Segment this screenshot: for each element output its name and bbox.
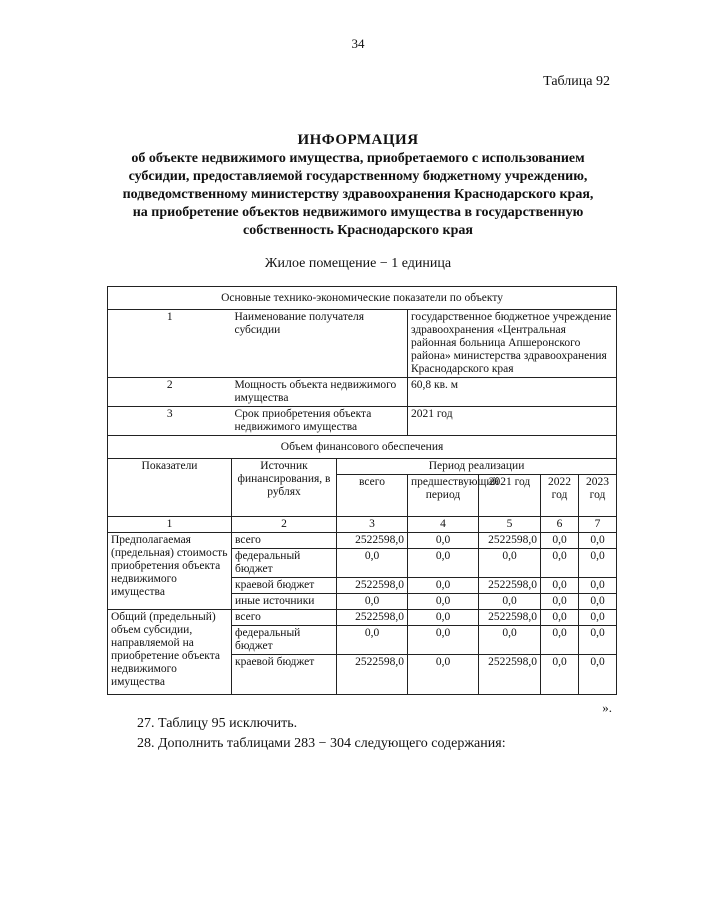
value-cell: 2522598,0 [479, 578, 541, 594]
section-header-row [108, 287, 617, 310]
col-number: 5 [479, 517, 541, 533]
col-header-total: всего [337, 475, 408, 517]
row-number: 3 [108, 407, 232, 436]
value-cell: 0,0 [479, 594, 541, 610]
value-cell: 0,0 [541, 655, 579, 695]
col-header-indicators: Показатели [108, 459, 232, 517]
table-row [108, 533, 617, 549]
value-cell: 0,0 [579, 610, 617, 626]
value-cell: 2522598,0 [337, 610, 408, 626]
col-header-2021: 2021 год [479, 475, 541, 517]
col-number: 6 [541, 517, 579, 533]
value-cell: 0,0 [408, 626, 479, 655]
value-cell: 0,0 [337, 594, 408, 610]
page-number: 34 [351, 36, 365, 51]
col-number: 4 [408, 517, 479, 533]
object-unit-line: Жилое помещение − 1 единица [264, 256, 452, 271]
source-cell: иные источники [232, 594, 337, 610]
info-table [107, 286, 617, 695]
value-cell: 0,0 [408, 578, 479, 594]
group-label: Предполагаемая (предельная) стоимость приобретения объекта недвижимого имущества [108, 533, 232, 610]
column-number-row [108, 517, 617, 533]
section-header: Основные технико-экономические показатели по объекту [108, 287, 617, 310]
row-number: 1 [108, 310, 232, 378]
source-cell: федеральный бюджет [232, 549, 337, 578]
value-cell: 0,0 [408, 533, 479, 549]
value-cell: 0,0 [408, 549, 479, 578]
value-cell: 0,0 [541, 594, 579, 610]
value-cell: 0,0 [541, 626, 579, 655]
col-header-2023: 2023 год [579, 475, 617, 517]
value-cell: 2522598,0 [337, 578, 408, 594]
value-cell: 0,0 [541, 549, 579, 578]
value-cell: 2522598,0 [479, 655, 541, 695]
row-label: Мощность объекта недвижимого имущества [232, 378, 408, 407]
info-table-body [108, 287, 617, 695]
table-row [108, 610, 617, 626]
value-cell: 2522598,0 [337, 533, 408, 549]
value-cell: 0,0 [579, 626, 617, 655]
value-cell: 2522598,0 [479, 533, 541, 549]
value-cell: 2522598,0 [479, 610, 541, 626]
value-cell: 0,0 [479, 626, 541, 655]
document-title: ИНФОРМАЦИЯ [297, 132, 419, 148]
document-subtitle [100, 150, 616, 240]
row-value: государственное бюджетное учреждение здравоохранения «Центральная районная больница Апшеронского района» министерства здравоохранения Краснодарского края [408, 310, 617, 378]
value-cell: 0,0 [408, 610, 479, 626]
subtitle-line: на приобретение объектов недвижимого имущества в государственную [132, 205, 584, 220]
row-value: 60,8 кв. м [408, 378, 617, 407]
source-cell: всего [232, 533, 337, 549]
info-row [108, 310, 617, 378]
value-cell: 0,0 [579, 655, 617, 695]
value-cell: 0,0 [408, 655, 479, 695]
value-cell: 0,0 [408, 594, 479, 610]
value-cell: 0,0 [579, 578, 617, 594]
section-header-row [108, 436, 617, 459]
col-number: 1 [108, 517, 232, 533]
col-number: 2 [232, 517, 337, 533]
value-cell: 0,0 [579, 549, 617, 578]
value-cell: 0,0 [579, 533, 617, 549]
source-cell: краевой бюджет [232, 578, 337, 594]
table-label: Таблица 92 [543, 74, 610, 89]
source-cell: краевой бюджет [232, 655, 337, 695]
subtitle-line: подведомственному министерству здравоохранения Краснодарского края, [122, 187, 594, 202]
section-header: Объем финансового обеспечения [108, 436, 617, 459]
info-row [108, 407, 617, 436]
col-header-2022: 2022 год [541, 475, 579, 517]
row-number: 2 [108, 378, 232, 407]
paragraph-27: 27. Таблицу 95 исключить. [137, 716, 298, 731]
row-label: Срок приобретения объекта недвижимого имущества [232, 407, 408, 436]
row-label: Наименование получателя субсидии [232, 310, 408, 378]
value-cell: 0,0 [337, 549, 408, 578]
info-row [108, 378, 617, 407]
value-cell: 2522598,0 [337, 655, 408, 695]
value-cell: 0,0 [541, 610, 579, 626]
value-cell: 0,0 [337, 626, 408, 655]
source-cell: федеральный бюджет [232, 626, 337, 655]
col-header-source: Источник финансирования, в рублях [232, 459, 337, 517]
col-header-prev: предшествующий период [408, 475, 479, 517]
subtitle-line: об объекте недвижимого имущества, приобретаемого с использованием [131, 151, 585, 166]
value-cell: 0,0 [541, 533, 579, 549]
col-header-period: Период реализации [337, 459, 617, 475]
col-number: 7 [579, 517, 617, 533]
group-label: Общий (предельный) объем субсидии, направляемой на приобретение объекта недвижимого имущества [108, 610, 232, 695]
source-cell: всего [232, 610, 337, 626]
paragraph-28: 28. Дополнить таблицами 283 − 304 следующего содержания: [137, 736, 506, 751]
column-header-row [108, 459, 617, 475]
value-cell: 0,0 [541, 578, 579, 594]
row-value: 2021 год [408, 407, 617, 436]
value-cell: 0,0 [479, 549, 541, 578]
subtitle-line: субсидии, предоставляемой государственному бюджетному учреждению, [128, 169, 588, 184]
value-cell: 0,0 [579, 594, 617, 610]
col-number: 3 [337, 517, 408, 533]
closing-quote-mark: ». [602, 700, 612, 715]
subtitle-line: собственность Краснодарского края [243, 223, 473, 238]
